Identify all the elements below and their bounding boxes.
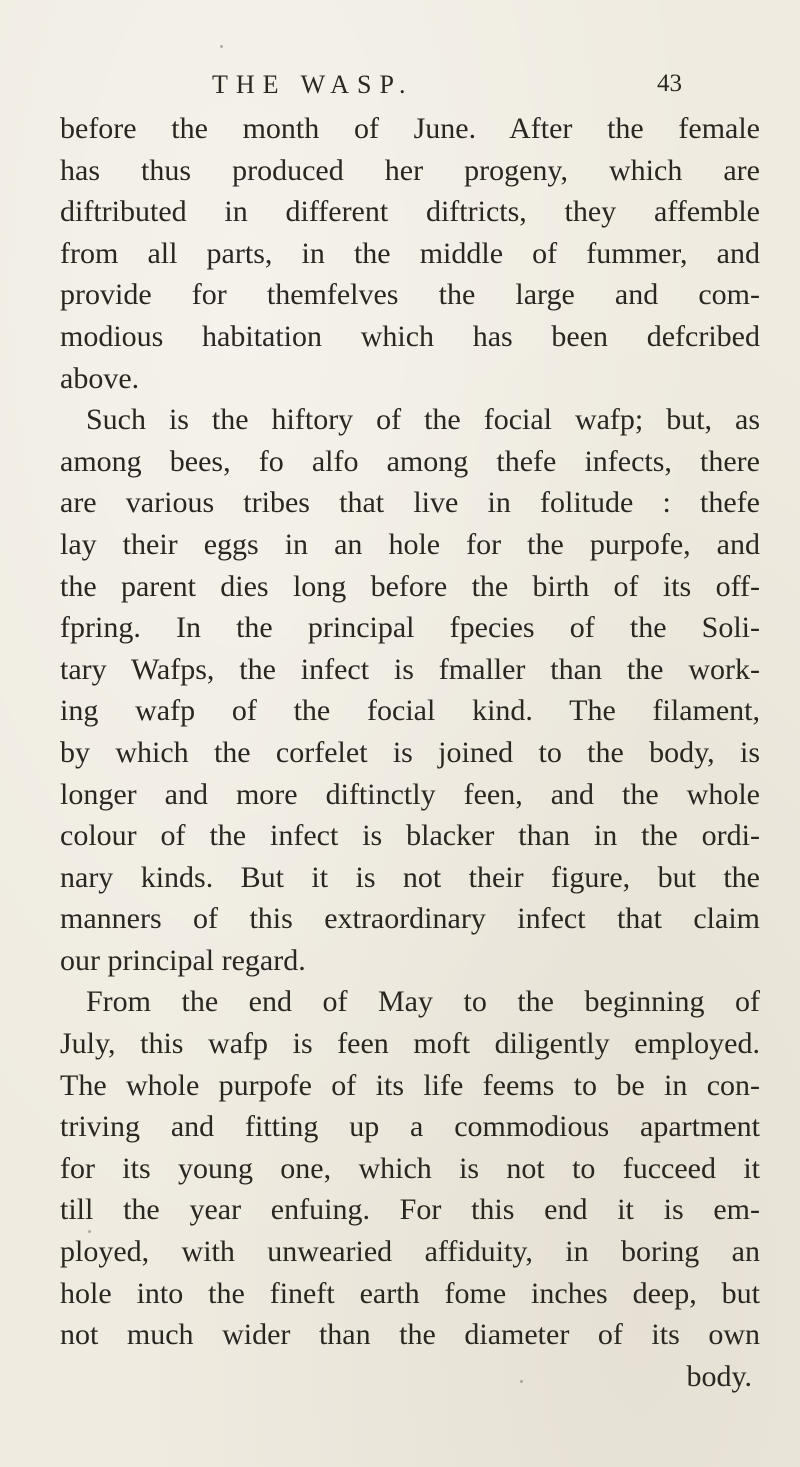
- text-line: ing wafp of the focial kind. The filament,: [60, 694, 760, 728]
- text-line: has thus produced her progeny, which are: [60, 153, 760, 187]
- text-line: above.: [60, 361, 140, 395]
- text-line: lay their eggs in an hole for the purpofe, and: [60, 527, 760, 561]
- text-line: manners of this extraordinary infect that claim: [60, 902, 760, 936]
- text-line: longer and more diftinctly feen, and the whole: [60, 777, 760, 811]
- body-text: [60, 108, 760, 1397]
- text-line: ployed, with unwearied affiduity, in boring an: [60, 1235, 760, 1269]
- paper-speck: [220, 45, 223, 48]
- text-line: tary Wafps, the infect is fmaller than the work-: [60, 652, 760, 686]
- text-line: by which the corfelet is joined to the body, is: [60, 735, 760, 769]
- text-line: our principal regard.: [60, 943, 306, 977]
- paper-speck: [88, 1230, 91, 1233]
- text-line: body.: [686, 1359, 752, 1393]
- text-line: for its young one, which is not to fucceed it: [60, 1151, 760, 1185]
- text-line: triving and fitting up a commodious apartment: [60, 1110, 760, 1144]
- text-line: From the end of May to the beginning of: [86, 985, 760, 1019]
- text-line: before the month of June. After the female: [60, 112, 760, 145]
- text-line: nary kinds. But it is not their figure, but the: [60, 860, 760, 894]
- paper-speck: [520, 1380, 523, 1383]
- text-line: till the year enfuing. For this end it is em-: [60, 1193, 760, 1227]
- running-head: [212, 64, 682, 104]
- text-line: the parent dies long before the birth of its off-: [60, 569, 760, 603]
- text-line: modious habitation which has been defcribed: [60, 319, 760, 353]
- text-line: hole into the fineft earth fome inches deep, but: [60, 1276, 760, 1310]
- text-line: The whole purpofe of its life feems to be in con-: [60, 1068, 760, 1102]
- text-line: diftributed in different diftricts, they affemble: [60, 195, 760, 229]
- text-line: colour of the infect is blacker than in the ordi-: [60, 819, 760, 853]
- text-line: among bees, fo alfo among thefe infects, there: [60, 444, 760, 478]
- page-number: 43: [657, 70, 682, 97]
- text-line: Such is the hiftory of the focial wafp; but, as: [86, 403, 760, 437]
- text-line: provide for themfelves the large and com-: [60, 278, 760, 312]
- running-head-title: THE WASP.: [212, 70, 414, 99]
- text-line: fpring. In the principal fpecies of the Soli-: [60, 611, 760, 645]
- paper-speck: [140, 1300, 143, 1303]
- text-line: from all parts, in the middle of fummer, and: [60, 236, 760, 270]
- text-line: are various tribes that live in folitude : thefe: [60, 486, 760, 520]
- text-line: July, this wafp is feen moft diligently employed.: [60, 1027, 760, 1061]
- text-line: not much wider than the diameter of its own: [60, 1318, 760, 1352]
